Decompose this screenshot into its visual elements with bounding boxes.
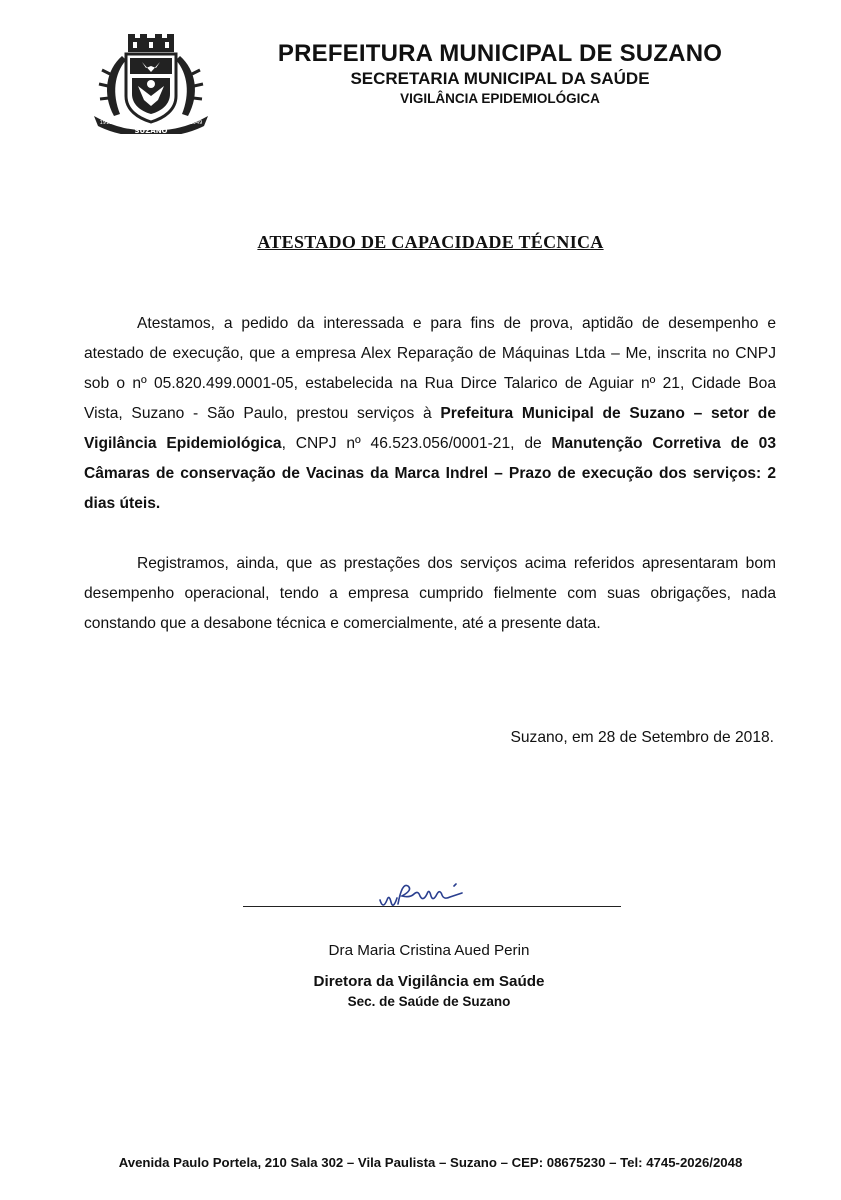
crest-year-left: 1919 <box>99 120 113 126</box>
letterhead <box>200 40 800 107</box>
municipal-coat-of-arms <box>92 34 210 134</box>
handwritten-signature <box>376 878 486 914</box>
document-title: ATESTADO DE CAPACIDADE TÉCNICA <box>257 232 604 252</box>
signer-name: Dra Maria Cristina Aued Perin <box>328 942 530 959</box>
letterhead-department: VIGILÂNCIA EPIDEMIOLÓGICA <box>400 91 600 106</box>
crest-banner-text: SUZANO <box>134 127 168 134</box>
paragraph1-bold-1: Prefeitura Municipal de Suzano – setor de Vigilância Epidemiológica <box>84 405 776 452</box>
paragraph2-text: Registramos, ainda, que as prestações dos serviços acima referidos apresentaram bom desempenho operacional, tendo a empresa cumprido fielmente com suas obrigações, nada constando que a desabone técnica e comercialmente, até a presente data. <box>84 555 776 632</box>
paragraph1-bold-2: Manutenção Corretiva de 03 Câmaras de conservação de Vacinas da Marca Indrel – Prazo de execução dos serviços: 2 dias úteis. <box>84 435 777 512</box>
paragraph-registration <box>84 549 776 639</box>
footer-address: Avenida Paulo Portela, 210 Sala 302 – Vila Paulista – Suzano – CEP: 08675230 – Tel: 4745-2026/2048 <box>118 1155 743 1170</box>
date-line: Suzano, em 28 de Setembro de 2018. <box>510 729 774 746</box>
paragraph-certification <box>84 309 776 519</box>
paragraph1-text-1: Atestamos, a pedido da interessada e para fins de prova, aptidão de desempenho e atestado de execução, que a empresa Alex Reparação de Máquinas Ltda – Me, inscrita no CNPJ sob o nº 05.820.499.0001-05, estabelecida na Rua Dirce Talarico de Aguiar nº 21, Cidade Boa Vista, Suzano - São Paulo, prestou serviços à <box>84 315 776 422</box>
signature-line <box>243 906 621 907</box>
signer-department: Sec. de Saúde de Suzano <box>347 994 511 1009</box>
signer-block <box>240 940 618 1011</box>
letterhead-title: PREFEITURA MUNICIPAL DE SUZANO <box>277 40 723 67</box>
paragraph1-text-2: , CNPJ nº 46.523.056/0001-21, de <box>281 435 552 452</box>
signer-role: Diretora da Vigilância em Saúde <box>313 973 545 990</box>
letterhead-subtitle: SECRETARIA MUNICIPAL DA SAÚDE <box>350 69 650 88</box>
crest-year-right: 1949 <box>189 120 203 126</box>
